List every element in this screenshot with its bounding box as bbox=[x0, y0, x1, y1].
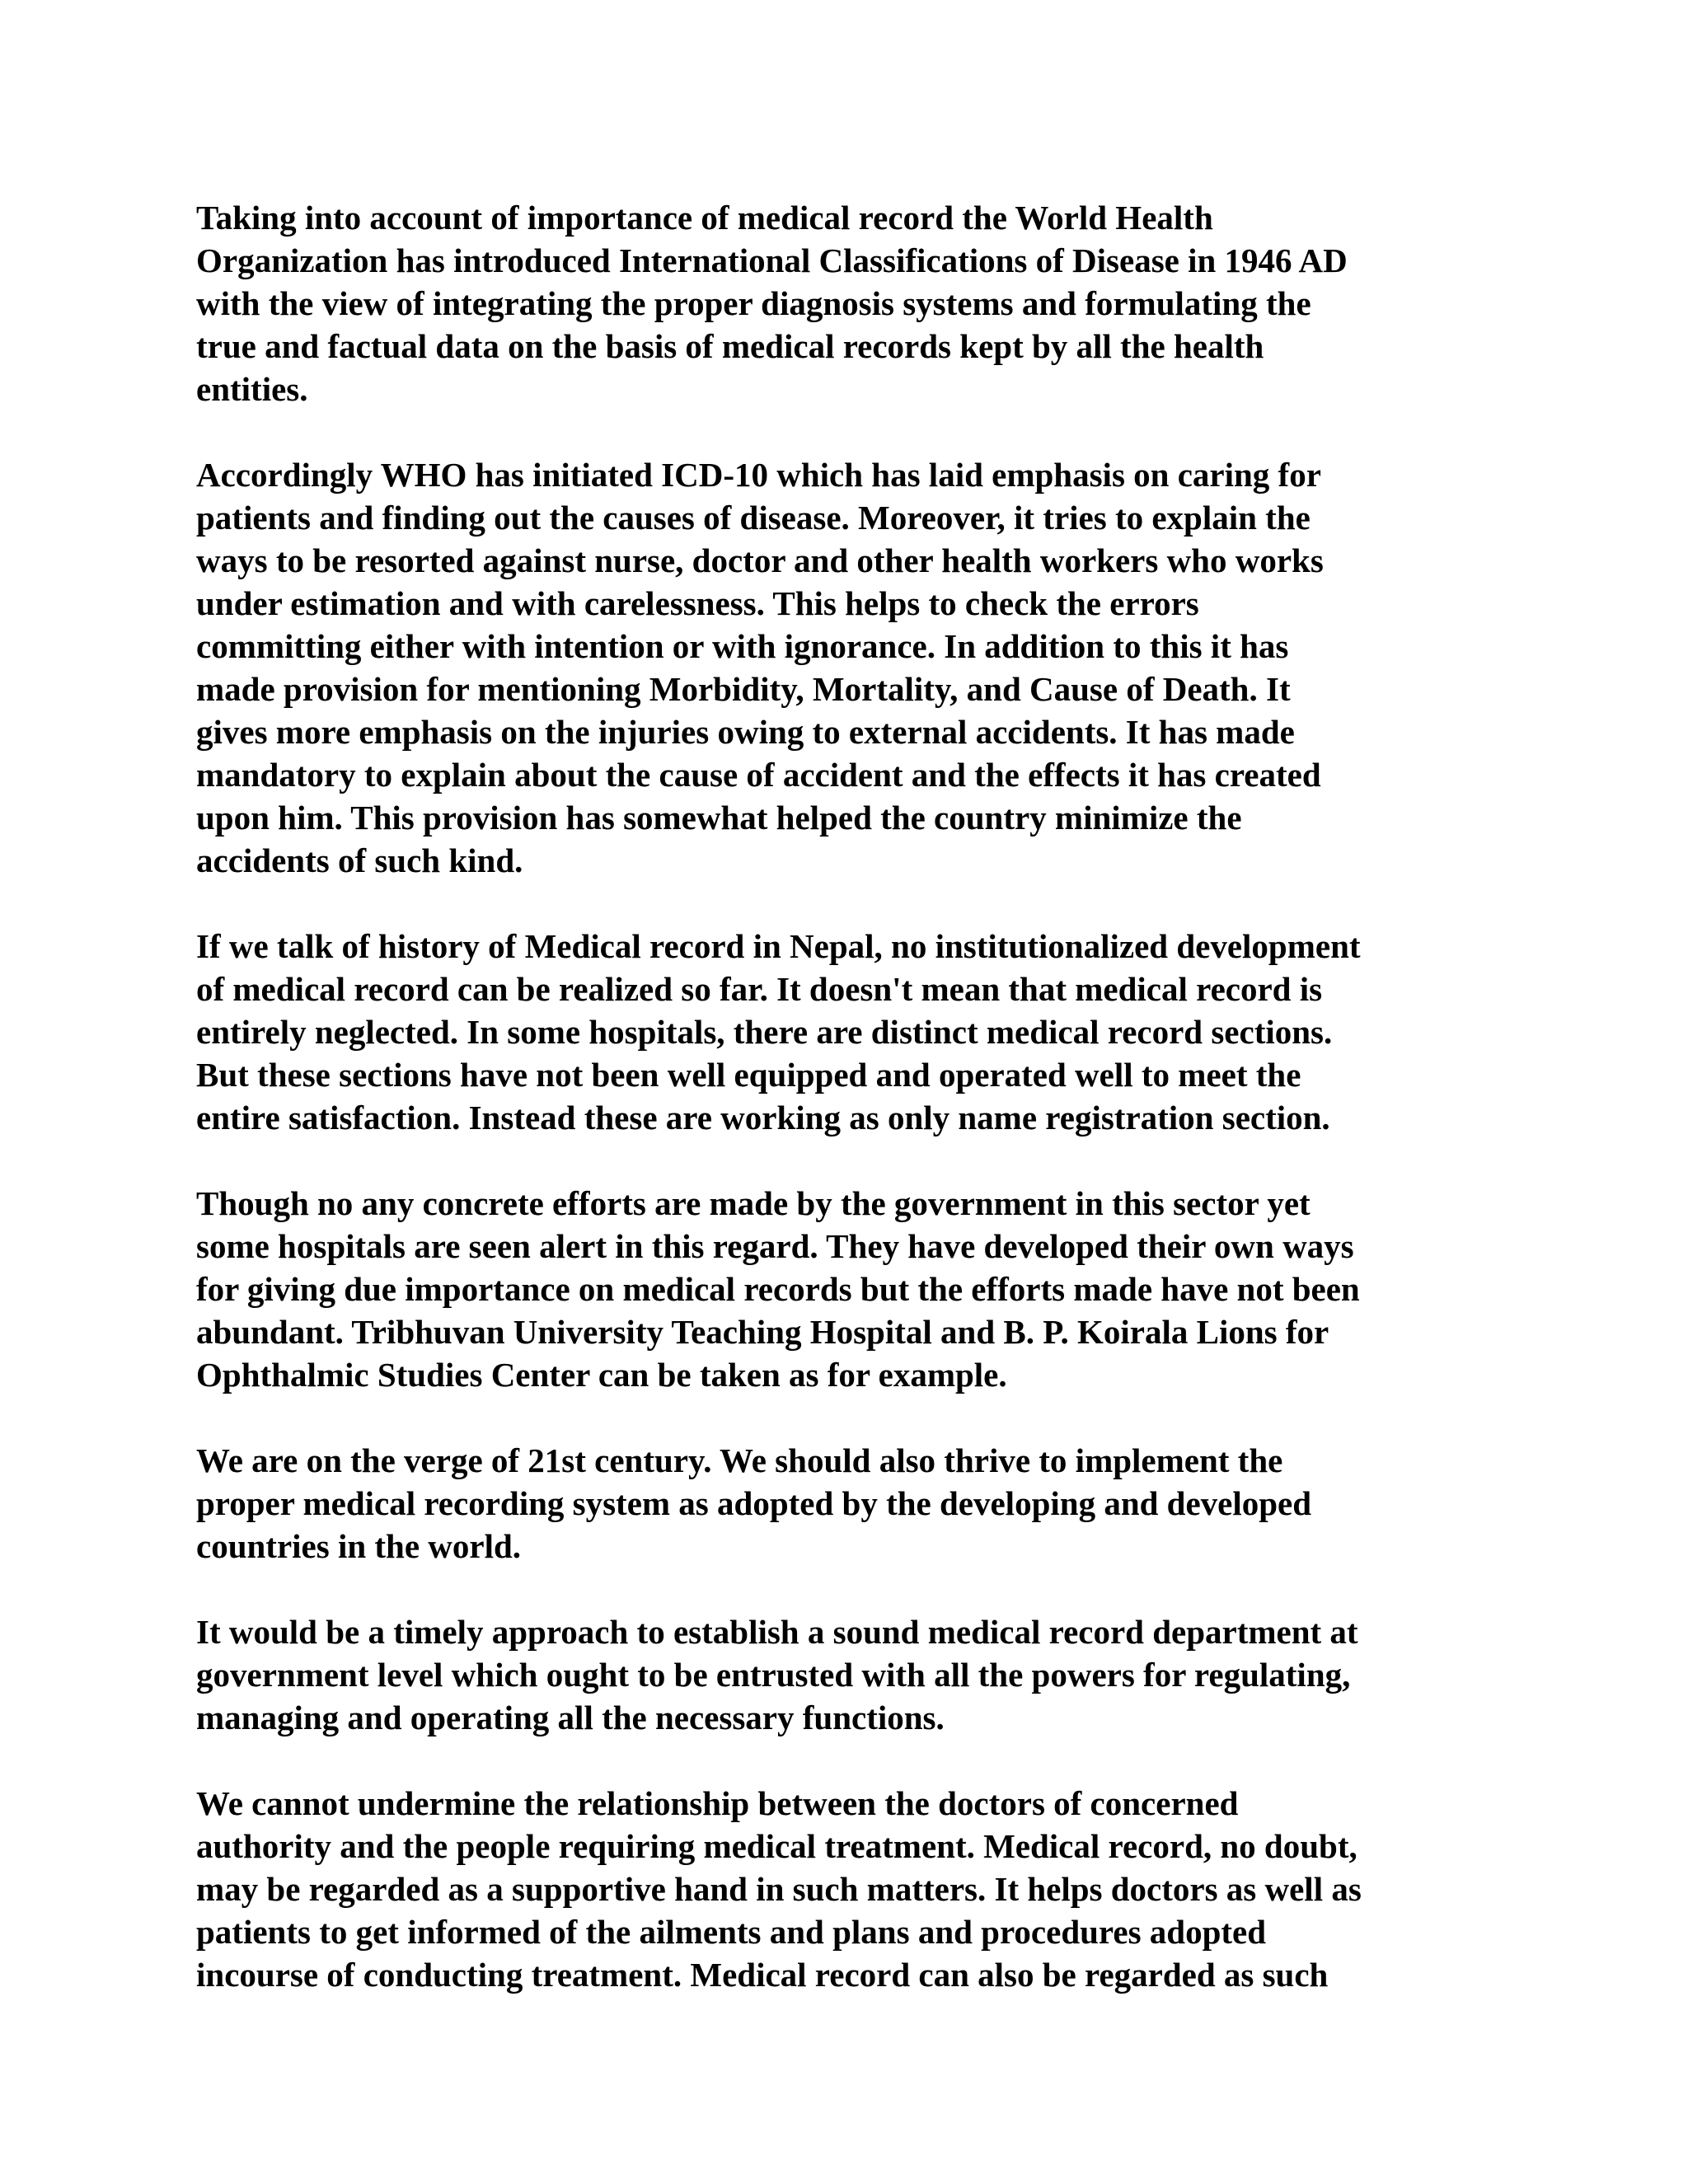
text-line: patients to get informed of the ailments and plans and procedures adopted bbox=[196, 1913, 1267, 1951]
text-line: accidents of such kind. bbox=[196, 841, 523, 879]
text-line: It would be a timely approach to establish a sound medical record department at bbox=[196, 1613, 1358, 1651]
text-line: entirely neglected. In some hospitals, there are distinct medical record sections. bbox=[196, 1013, 1333, 1051]
text-line: Organization has introduced International Classifications of Disease in 1946 AD bbox=[196, 241, 1348, 279]
text-line: incourse of conducting treatment. Medical record can also be regarded as such bbox=[196, 1956, 1329, 1994]
text-line: some hospitals are seen alert in this regard. They have developed their own ways bbox=[196, 1227, 1354, 1265]
text-line: ways to be resorted against nurse, doctor and other health workers who works bbox=[196, 541, 1324, 579]
paragraph-nepal-history bbox=[196, 925, 1490, 1139]
text-line: with the view of integrating the proper diagnosis systems and formulating the bbox=[196, 284, 1311, 322]
text-line: patients and finding out the causes of disease. Moreover, it tries to explain the bbox=[196, 499, 1311, 537]
text-line: We are on the verge of 21st century. We should also thrive to implement the bbox=[196, 1441, 1283, 1479]
paragraph-icd-10 bbox=[196, 453, 1490, 882]
text-line: made provision for mentioning Morbidity, Mortality, and Cause of Death. It bbox=[196, 670, 1291, 708]
text-line: gives more emphasis on the injuries owing to external accidents. It has made bbox=[196, 713, 1295, 751]
text-line: countries in the world. bbox=[196, 1527, 522, 1565]
paragraph-who-icd-intro bbox=[196, 196, 1490, 410]
text-line: upon him. This provision has somewhat helped the country minimize the bbox=[196, 799, 1242, 837]
text-line: may be regarded as a supportive hand in such matters. It helps doctors as well as bbox=[196, 1870, 1362, 1908]
paragraph-department-proposal bbox=[196, 1610, 1490, 1739]
text-line: We cannot undermine the relationship between the doctors of concerned bbox=[196, 1784, 1239, 1822]
text-line: Accordingly WHO has initiated ICD-10 which has laid emphasis on caring for bbox=[196, 456, 1321, 494]
text-line: If we talk of history of Medical record in Nepal, no institutionalized development bbox=[196, 927, 1361, 965]
text-line: Though no any concrete efforts are made by the government in this sector yet bbox=[196, 1184, 1311, 1222]
text-line: Ophthalmic Studies Center can be taken as for example. bbox=[196, 1356, 1007, 1394]
text-line: entities. bbox=[196, 370, 308, 408]
paragraph-21st-century bbox=[196, 1439, 1490, 1568]
text-line: under estimation and with carelessness. This helps to check the errors bbox=[196, 584, 1199, 622]
text-line: abundant. Tribhuvan University Teaching Hospital and B. P. Koirala Lions for bbox=[196, 1313, 1329, 1351]
text-line: But these sections have not been well equipped and operated well to meet the bbox=[196, 1056, 1301, 1094]
text-line: Taking into account of importance of medical record the World Health bbox=[196, 199, 1213, 237]
text-line: mandatory to explain about the cause of accident and the effects it has created bbox=[196, 756, 1321, 794]
text-line: managing and operating all the necessary functions. bbox=[196, 1699, 945, 1736]
text-line: of medical record can be realized so far. It doesn't mean that medical record is bbox=[196, 970, 1323, 1008]
paragraph-doctor-patient bbox=[196, 1782, 1490, 1996]
text-line: entire satisfaction. Instead these are working as only name registration section. bbox=[196, 1099, 1330, 1137]
paragraph-hospital-efforts bbox=[196, 1182, 1490, 1396]
document-body bbox=[196, 196, 1490, 2039]
text-line: true and factual data on the basis of medical records kept by all the health bbox=[196, 327, 1264, 365]
text-line: authority and the people requiring medical treatment. Medical record, no doubt, bbox=[196, 1827, 1357, 1865]
text-line: government level which ought to be entrusted with all the powers for regulating, bbox=[196, 1656, 1351, 1694]
text-line: for giving due importance on medical records but the efforts made have not been bbox=[196, 1270, 1360, 1308]
text-line: proper medical recording system as adopted by the developing and developed bbox=[196, 1484, 1312, 1522]
text-line: committing either with intention or with ignorance. In addition to this it has bbox=[196, 627, 1289, 665]
